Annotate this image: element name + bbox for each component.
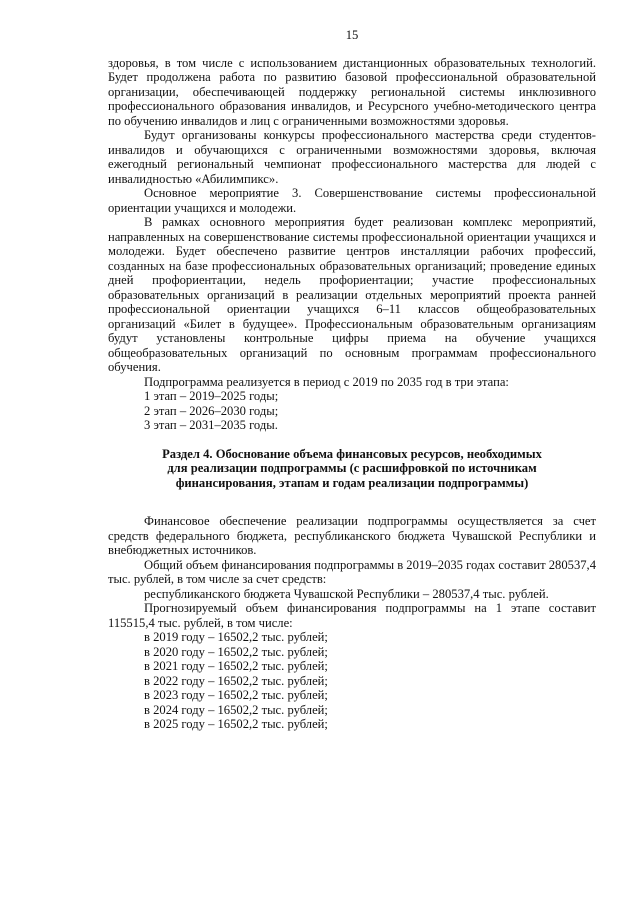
document-page	[108, 28, 596, 732]
year-item: в 2020 году – 16502,2 тыс. рублей;	[144, 644, 328, 659]
paragraph: Подпрограмма реализуется в период с 2019 по 2035 год в три этапа:	[144, 374, 509, 389]
year-item: в 2023 году – 16502,2 тыс. рублей;	[144, 688, 328, 702]
paragraph: В рамках основного мероприятия будет реализован комплекс мероприятий, направленных на совершенствование системы профессиональной ориентации учащихся и молодежи. Будет обеспечено развитие центров инсталляции рабочих профессий, созданных на базе профессиональных образовательных организаций; проведение единых дней профориентации, недель профориентации; участие профессиональных образовательных организаций в реализации отдельных мероприятий проекта ранней профессиональной ориентации учащихся 6–11 классов общеобразовательных организаций «Билет в будущее». Профессиональным образовательным организациям будут установлены контрольные цифры приема на обучение учащихся общеобразовательных организаций по основным программам профессионального обучения.	[108, 215, 596, 374]
paragraph: Будут организованы конкурсы профессионального мастерства среди студентов-инвалидов и обучающихся с ограниченными возможностями здоровья, включая ежегодный региональный чемпионат профессионального мастерства для людей с инвалидностью «Абилимпикс».	[108, 128, 596, 186]
page-number: 15	[345, 28, 359, 42]
year-item: в 2022 году – 16502,2 тыс. рублей;	[144, 673, 328, 688]
stage-item: 3 этап – 2031–2035 годы.	[144, 418, 278, 432]
paragraph: Прогнозируемый объем финансирования подпрограммы на 1 этапе составит 115515,4 тыс. рублей, в том числе:	[108, 601, 596, 630]
section-heading-line: Раздел 4. Обоснование объема финансовых ресурсов, необходимых	[162, 446, 542, 461]
year-item: в 2025 году – 16502,2 тыс. рублей;	[144, 717, 328, 731]
paragraph: здоровья, в том числе с использованием дистанционных образовательных технологий. Будет продолжена работа по развитию базовой профессиональной образовательной организации, обеспечивающей поддержку региональной системы инклюзивного профессионального образования инвалидов, и Ресурсного учебно-методического центра по обучению инвалидов и лиц с ограниченными возможностями здоровья.	[108, 55, 596, 128]
paragraph: Общий объем финансирования подпрограммы в 2019–2035 годах составит 280537,4 тыс. рублей, в том числе за счет средств:	[108, 557, 596, 586]
paragraph: республиканского бюджета Чувашской Республики – 280537,4 тыс. рублей.	[144, 586, 549, 601]
year-item: в 2021 году – 16502,2 тыс. рублей;	[144, 659, 328, 673]
stage-item: 2 этап – 2026–2030 годы;	[144, 403, 279, 418]
section-heading	[108, 447, 596, 491]
paragraph: Финансовое обеспечение реализации подпрограммы осуществляется за счет средств федерального бюджета, республиканского бюджета Чувашской Республики и внебюджетных источников.	[108, 514, 596, 557]
section-heading-line: финансирования, этапам и годам реализации подпрограммы)	[175, 475, 529, 490]
section-heading-line: для реализации подпрограммы (с расшифровкой по источникам	[167, 461, 537, 475]
paragraph: Основное мероприятие 3. Совершенствование системы профессиональной ориентации учащихся и молодежи.	[108, 186, 596, 215]
year-item: в 2024 году – 16502,2 тыс. рублей;	[144, 702, 328, 717]
year-item: в 2019 году – 16502,2 тыс. рублей;	[144, 630, 328, 644]
stage-item: 1 этап – 2019–2025 годы;	[144, 389, 279, 403]
